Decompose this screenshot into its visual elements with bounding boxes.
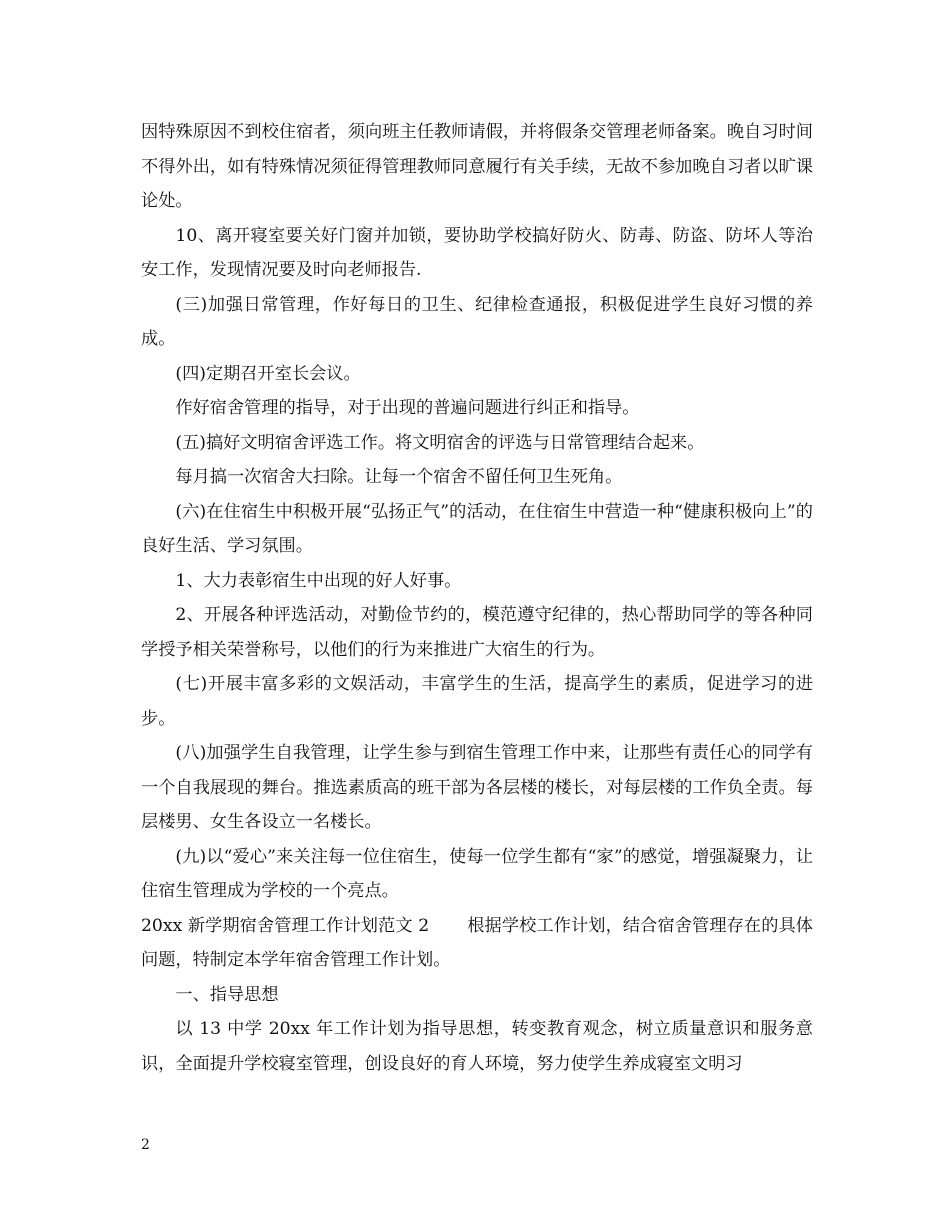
paragraph-6: (五)搞好文明宿舍评选工作。将文明宿舍的评选与日常管理结合起来。 — [175, 432, 705, 453]
page-number: 2 — [141, 1137, 150, 1153]
paragraph-11: (七)开展丰富多彩的文娱活动，丰富学生的生活，提高学生的素质，促进学习的进步。 — [141, 674, 813, 729]
paragraph-12: (八)加强学生自我管理，让学生参与到宿生管理工作中来，让那些有责任心的同学有一个自我展现的舞台。推选素质高的班干部为各层楼的楼长，对每层楼的工作负全责。每层楼男、女生各设立一名楼长。 — [141, 743, 813, 832]
paragraph-7: 每月搞一次宿舍大扫除。让每一个宿舍不留任何卫生死角。 — [175, 467, 623, 487]
section-heading-paragraph — [141, 909, 813, 978]
paragraph-2: 10、离开寝室要关好门窗并加锁，要协助学校搞好防火、防毒、防盗、防坏人等治安工作，发现情况要及时向老师报告. — [141, 225, 813, 280]
paragraph-9: 1、大力表彰宿生中出现的好人好事。 — [175, 570, 462, 591]
paragraph-8: (六)在住宿生中积极开展“弘扬正气”的活动，在住宿生中营造一种“健康积极向上”的良好生活、学习氛围。 — [141, 501, 813, 556]
paragraph-3: (三)加强日常管理，作好每日的卫生、纪律检查通报，积极促进学生良好习惯的养成。 — [141, 294, 813, 349]
paragraph-1: 因特殊原因不到校住宿者，须向班主任教师请假，并将假条交管理老师备案。晚自习时间不得外出，如有特殊情况须征得管理教师同意履行有关手续，无故不参加晚自习者以旷课论处。 — [141, 122, 813, 211]
paragraph-4: (四)定期召开室长会议。 — [175, 363, 361, 384]
document-body — [141, 115, 813, 1081]
paragraph-10: 2、开展各种评选活动，对勤俭节约的，模范遵守纪律的，热心帮助同学的等各种同学授予相关荣誉称号，以他们的行为来推进广大宿生的行为。 — [141, 605, 813, 660]
section-title: 20xx 新学期宿舍管理工作计划范文 2 — [141, 915, 430, 936]
guiding-thought-heading: 一、指导思想 — [175, 984, 279, 1005]
paragraph-5: 作好宿舍管理的指导，对于出现的普遍问题进行纠正和指导。 — [175, 398, 640, 418]
paragraph-13: (九)以“爱心”来关注每一位住宿生，使每一位学生都有“家”的感觉，增强凝聚力，让住宿生管理成为学校的一个亮点。 — [141, 846, 813, 901]
guiding-thought-body: 以 13 中学 20xx 年工作计划为指导思想，转变教育观念，树立质量意识和服务意识，全面提升学校寝室管理，创设良好的育人环境，努力使学生养成寝室文明习 — [141, 1019, 813, 1074]
section-intro-text: 根据学校工作计划，结合宿舍管理存在的具体问题，特制定本学年宿舍管理工作计划。 — [141, 915, 813, 970]
